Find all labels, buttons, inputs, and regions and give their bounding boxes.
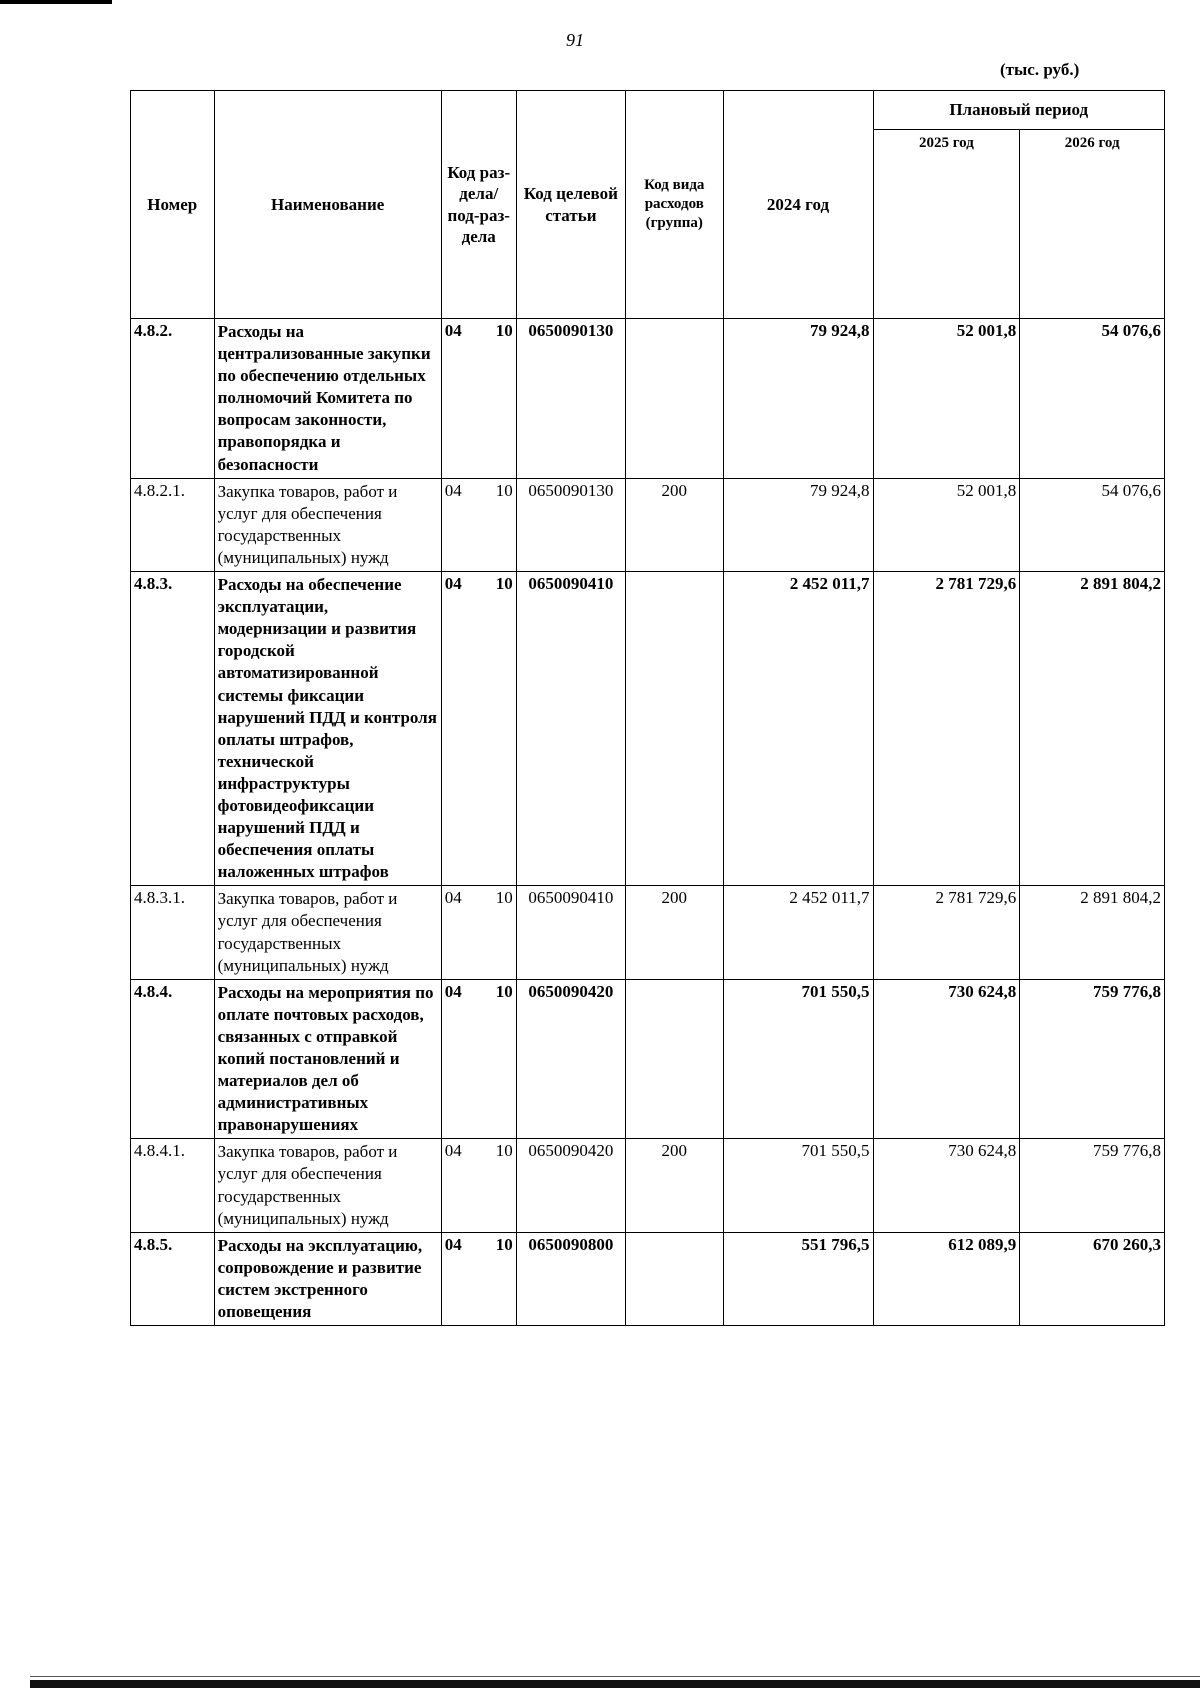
row-2026: 759 776,8 [1020,979,1165,1139]
row-kind-code [626,1232,724,1325]
section-code: 04 [444,480,462,500]
row-2024: 701 550,5 [723,1139,873,1232]
row-number: 4.8.3.1. [131,886,215,979]
header-kod-razdela: Код раз-дела/ под-раз-дела [441,91,516,319]
row-2024: 551 796,5 [723,1232,873,1325]
section-code: 04 [444,574,462,594]
subsection-code: 10 [495,888,513,908]
row-name: Расходы на обеспечение эксплуатации, модернизации и развития городской автоматизированной системы фиксации нарушений ПДД и контроля оплаты штрафов, технической инфраструктуры фотовидеофиксации нарушений ПДД и обеспечения оплаты наложенных штрафов [214,572,441,886]
section-code: 04 [444,981,462,1001]
row-section-code [441,886,516,979]
row-2025: 730 624,8 [873,1139,1020,1232]
row-kind-code: 200 [626,1139,724,1232]
row-2025: 612 089,9 [873,1232,1020,1325]
row-2025: 52 001,8 [873,478,1020,571]
row-2026: 670 260,3 [1020,1232,1165,1325]
subsection-code: 10 [495,574,513,594]
row-2024: 701 550,5 [723,979,873,1139]
corner-mark [0,0,112,4]
table-header [131,91,1165,319]
row-target-code: 0650090410 [516,572,625,886]
row-section-code [441,1139,516,1232]
subsection-code: 10 [495,321,513,340]
table-row [131,886,1165,979]
section-code: 04 [444,1141,462,1161]
row-2026: 759 776,8 [1020,1139,1165,1232]
header-kod-celevoy: Код целевой статьи [516,91,625,319]
table-row [131,979,1165,1139]
row-number: 4.8.2. [131,319,215,479]
subsection-code: 10 [495,1141,513,1161]
row-2025: 2 781 729,6 [873,572,1020,886]
table-row [131,572,1165,886]
row-2025: 730 624,8 [873,979,1020,1139]
row-section-code [441,572,516,886]
row-name: Закупка товаров, работ и услуг для обеспечения государственных (муниципальных) нужд [214,1139,441,1232]
row-2026: 54 076,6 [1020,478,1165,571]
subsection-code: 10 [495,480,513,500]
header-kod-vida: Код вида расходов (группа) [626,91,724,319]
row-target-code: 0650090420 [516,979,625,1139]
row-target-code: 0650090130 [516,319,625,479]
bottom-rule-thin [30,1676,1200,1677]
row-section-code [441,478,516,571]
table-row [131,1232,1165,1325]
row-2024: 2 452 011,7 [723,572,873,886]
row-number: 4.8.3. [131,572,215,886]
row-target-code: 0650090420 [516,1139,625,1232]
header-nomer: Номер [131,91,215,319]
section-code: 04 [444,321,462,340]
units-label: (тыс. руб.) [1000,60,1080,79]
subsection-code: 10 [495,1234,513,1254]
row-2025: 2 781 729,6 [873,886,1020,979]
row-target-code: 0650090130 [516,478,625,571]
row-number: 4.8.2.1. [131,478,215,571]
table-row [131,319,1165,479]
table-body [131,319,1165,1326]
subsection-code: 10 [495,981,513,1001]
bottom-rule [30,1680,1200,1688]
row-name: Расходы на эксплуатацию, сопровождение и развитие систем экстренного оповещения [214,1232,441,1325]
row-number: 4.8.5. [131,1232,215,1325]
row-2025: 52 001,8 [873,319,1020,479]
table-row [131,1139,1165,1232]
row-kind-code: 200 [626,886,724,979]
row-section-code [441,979,516,1139]
row-name: Закупка товаров, работ и услуг для обеспечения государственных (муниципальных) нужд [214,886,441,979]
header-2025: 2025 год [873,130,1020,319]
page-number: 91 [566,30,584,50]
row-2024: 2 452 011,7 [723,886,873,979]
header-2026: 2026 год [1020,130,1165,319]
row-name: Расходы на централизованные закупки по обеспечению отдельных полномочий Комитета по вопросам законности, правопорядка и безопасности [214,319,441,479]
header-2024: 2024 год [723,91,873,319]
row-2026: 54 076,6 [1020,319,1165,479]
row-number: 4.8.4.1. [131,1139,215,1232]
row-target-code: 0650090800 [516,1232,625,1325]
header-planovyi-period: Плановый период [873,91,1165,130]
budget-table [130,90,1165,1326]
row-name: Закупка товаров, работ и услуг для обеспечения государственных (муниципальных) нужд [214,478,441,571]
row-2024: 79 924,8 [723,319,873,479]
row-target-code: 0650090410 [516,886,625,979]
header-naimenovanie: Наименование [214,91,441,319]
row-kind-code [626,572,724,886]
row-2026: 2 891 804,2 [1020,886,1165,979]
section-code: 04 [444,1234,462,1254]
section-code: 04 [444,888,462,908]
table-row [131,478,1165,571]
row-2024: 79 924,8 [723,478,873,571]
row-number: 4.8.4. [131,979,215,1139]
row-kind-code [626,979,724,1139]
row-kind-code: 200 [626,478,724,571]
row-name: Расходы на мероприятия по оплате почтовых расходов, связанных с отправкой копий постановлений и материалов дел об административных правонарушениях [214,979,441,1139]
row-section-code [441,1232,516,1325]
row-kind-code [626,319,724,479]
row-section-code [441,319,516,479]
row-2026: 2 891 804,2 [1020,572,1165,886]
